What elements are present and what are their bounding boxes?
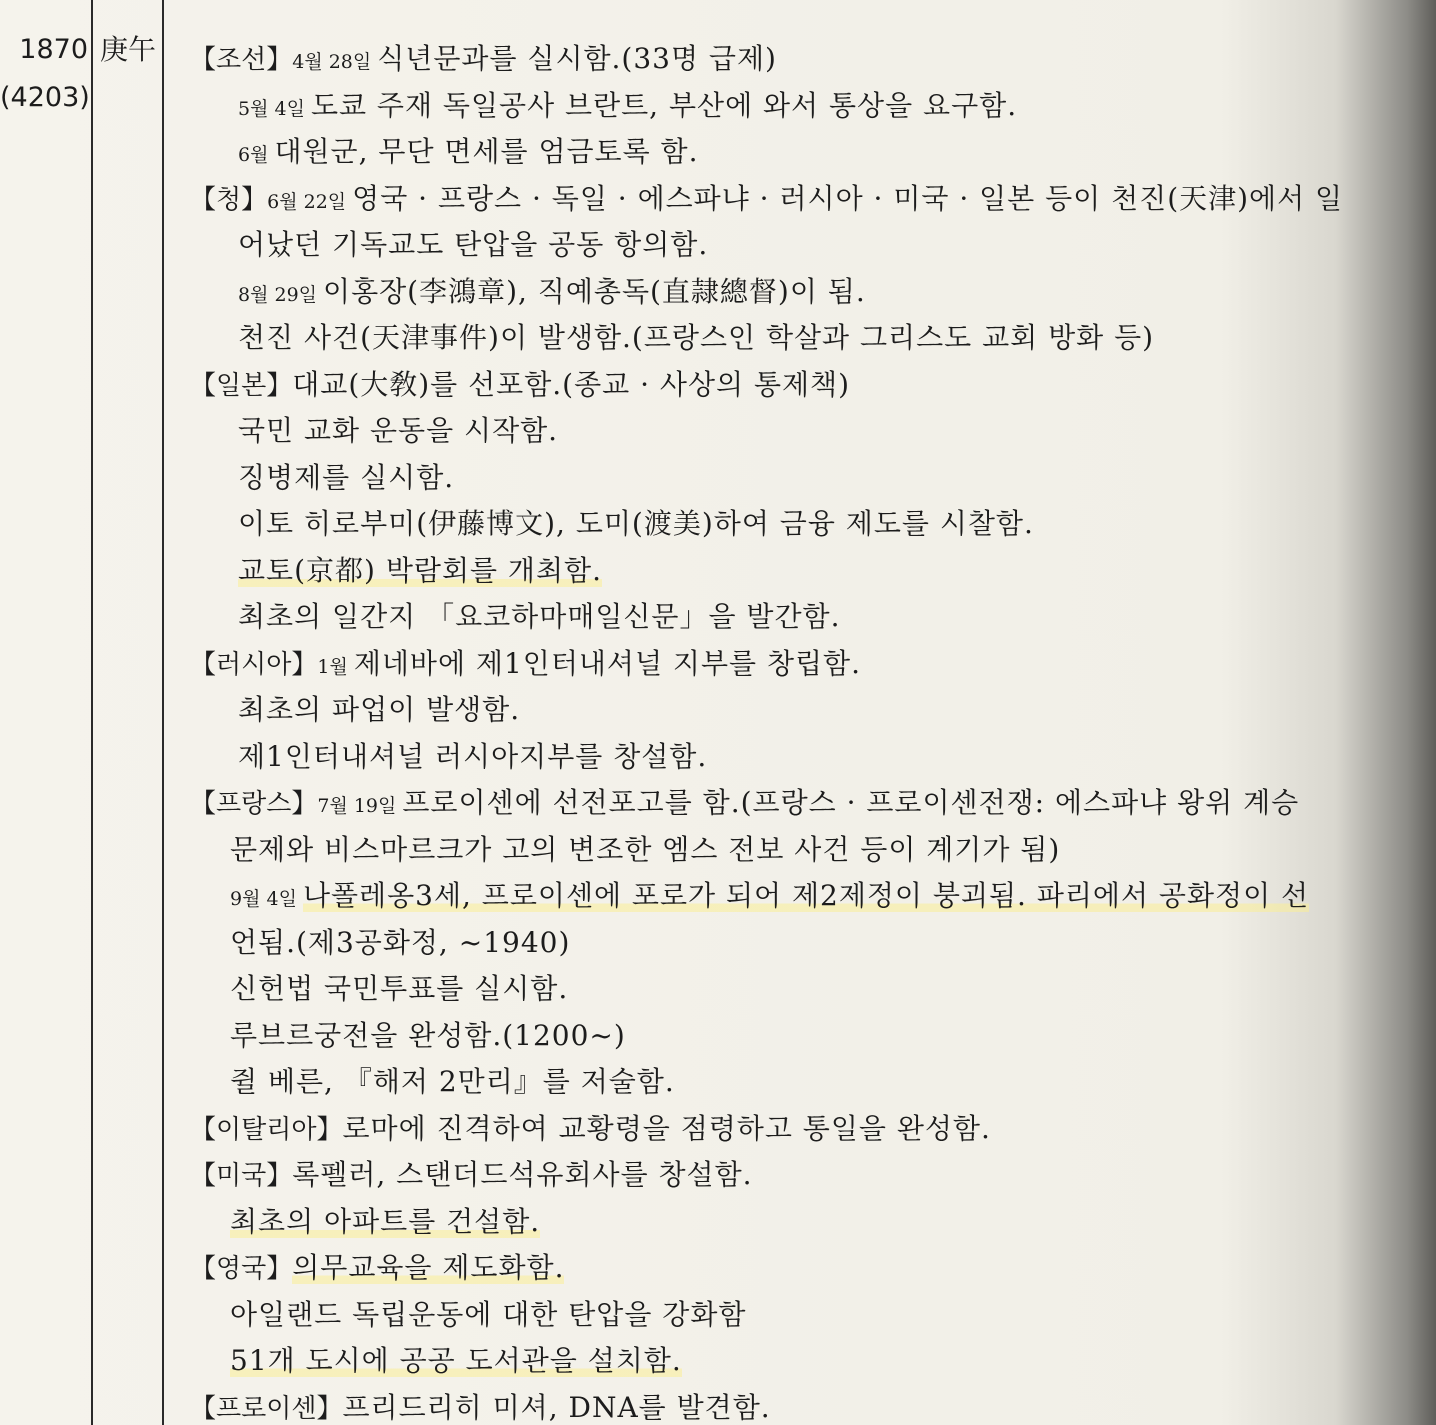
event-date: 8월 29일 bbox=[238, 283, 318, 306]
column-divider-left bbox=[91, 0, 93, 1425]
event-line bbox=[190, 687, 1405, 734]
event-line bbox=[190, 780, 1405, 827]
event-text: 루브르궁전을 완성함.(1200~) bbox=[230, 1018, 626, 1052]
event-date: 1월 bbox=[317, 655, 348, 678]
event-line bbox=[190, 1199, 1405, 1246]
event-line bbox=[190, 455, 1405, 502]
event-line bbox=[190, 1013, 1405, 1060]
column-divider-right bbox=[162, 0, 164, 1425]
event-text: 51개 도시에 공공 도서관을 설치함. bbox=[230, 1344, 682, 1377]
event-text: 이홍장(李鴻章), 직예총독(直隷總督)이 됨. bbox=[323, 274, 866, 308]
event-date: 5월 4일 bbox=[238, 97, 305, 120]
event-date: 4월 28일 bbox=[292, 51, 372, 73]
event-line bbox=[190, 222, 1405, 269]
event-text: 천진 사건(天津事件)이 발생함.(프랑스인 학살과 그리스도 교회 방화 등) bbox=[238, 321, 1155, 354]
event-line bbox=[190, 827, 1405, 874]
event-text: 쥘 베른, 『해저 2만리』를 저술함. bbox=[230, 1065, 675, 1098]
event-line bbox=[190, 548, 1405, 595]
event-text: 프리드리히 미셔, DNA를 발견함. bbox=[342, 1390, 771, 1424]
year-dangun: (4203) bbox=[0, 82, 90, 113]
event-line bbox=[190, 1152, 1405, 1199]
event-text: 제1인터내셔널 러시아지부를 창설함. bbox=[238, 739, 708, 773]
event-line bbox=[190, 1338, 1405, 1385]
event-text: 록펠러, 스탠더드석유회사를 창설함. bbox=[292, 1158, 753, 1191]
event-text: 징병제를 실시함. bbox=[238, 460, 455, 494]
event-text: 문제와 비스마르크가 고의 변조한 엠스 전보 사건 등이 계기가 됨) bbox=[230, 832, 1061, 866]
ganji-year: 庚午 bbox=[99, 33, 156, 66]
event-line bbox=[190, 920, 1405, 967]
event-line bbox=[190, 734, 1405, 781]
event-text: 언됨.(제3공화정, ~1940) bbox=[230, 925, 571, 959]
event-line bbox=[190, 501, 1405, 548]
event-line bbox=[190, 129, 1405, 176]
event-text: 의무교육을 제도화함. bbox=[292, 1251, 565, 1284]
event-line bbox=[190, 269, 1405, 316]
event-line bbox=[190, 594, 1405, 641]
event-line bbox=[190, 362, 1405, 409]
event-text: 최초의 아파트를 건설함. bbox=[230, 1204, 541, 1238]
event-text: 도쿄 주재 독일공사 브란트, 부산에 와서 통상을 요구함. bbox=[310, 88, 1018, 122]
event-text: 국민 교화 운동을 시작함. bbox=[238, 414, 559, 447]
event-date: 6월 22일 bbox=[267, 190, 347, 213]
event-text: 신헌법 국민투표를 실시함. bbox=[230, 972, 569, 1005]
event-line bbox=[190, 641, 1405, 688]
event-text: 이토 히로부미(伊藤博文), 도미(渡美)하여 금융 제도를 시찰함. bbox=[238, 507, 1034, 540]
event-text: 어났던 기독교도 탄압을 공동 항의함. bbox=[238, 228, 709, 261]
event-line bbox=[190, 1106, 1405, 1153]
event-line bbox=[190, 408, 1405, 455]
event-text: 프로이센에 선전포고를 함.(프랑스 · 프로이센전쟁: 에스파냐 왕위 계승 bbox=[402, 786, 1300, 819]
country-label: 【조선】 bbox=[190, 45, 293, 75]
country-label: 【이탈리아】 bbox=[190, 1114, 343, 1145]
event-line bbox=[190, 36, 1405, 83]
event-text: 대원군, 무단 면세를 엄금토록 함. bbox=[274, 135, 699, 168]
country-label: 【일본】 bbox=[190, 370, 293, 401]
event-text: 나폴레옹3세, 프로이센에 포로가 되어 제2제정이 붕괴됨. 파리에서 공화정이 선 bbox=[302, 879, 1310, 912]
event-date: 9월 4일 bbox=[230, 888, 297, 910]
event-text: 식년문과를 실시함.(33명 급제) bbox=[377, 42, 777, 75]
country-label: 【미국】 bbox=[190, 1161, 293, 1191]
event-text: 대교(大敎)를 선포함.(종교 · 사상의 통제책) bbox=[292, 367, 851, 401]
event-line bbox=[190, 1059, 1405, 1106]
event-line bbox=[190, 873, 1405, 920]
event-line bbox=[190, 83, 1405, 130]
event-text: 제네바에 제1인터내셔널 지부를 창립함. bbox=[353, 646, 861, 680]
country-label: 【프랑스】 bbox=[190, 789, 318, 819]
country-label: 【영국】 bbox=[190, 1254, 293, 1284]
event-text: 로마에 진격하여 교황령을 점령하고 통일을 완성함. bbox=[342, 1111, 991, 1145]
event-line bbox=[190, 966, 1405, 1013]
event-date: 7월 19일 bbox=[317, 795, 397, 817]
event-text: 교토(京都) 박람회를 개최함. bbox=[238, 553, 602, 587]
country-label: 【프로이센】 bbox=[190, 1393, 343, 1424]
event-line bbox=[190, 1245, 1405, 1292]
event-line bbox=[190, 176, 1405, 223]
country-label: 【러시아】 bbox=[190, 649, 318, 680]
event-date: 6월 bbox=[238, 144, 269, 166]
event-line bbox=[190, 315, 1405, 362]
year-ad: 1870 bbox=[19, 34, 88, 65]
event-text: 최초의 파업이 발생함. bbox=[238, 693, 521, 726]
event-text: 아일랜드 독립운동에 대한 탄압을 강화함 bbox=[230, 1297, 747, 1331]
event-text: 영국 · 프랑스 · 독일 · 에스파냐 · 러시아 · 미국 · 일본 등이 천진(天津)에서 일 bbox=[352, 181, 1344, 215]
event-list bbox=[190, 36, 1405, 1425]
event-line bbox=[190, 1292, 1405, 1339]
country-label: 【청】 bbox=[190, 184, 268, 215]
event-line bbox=[190, 1385, 1405, 1425]
event-text: 최초의 일간지 「요코하마매일신문」을 발간함. bbox=[238, 600, 841, 633]
